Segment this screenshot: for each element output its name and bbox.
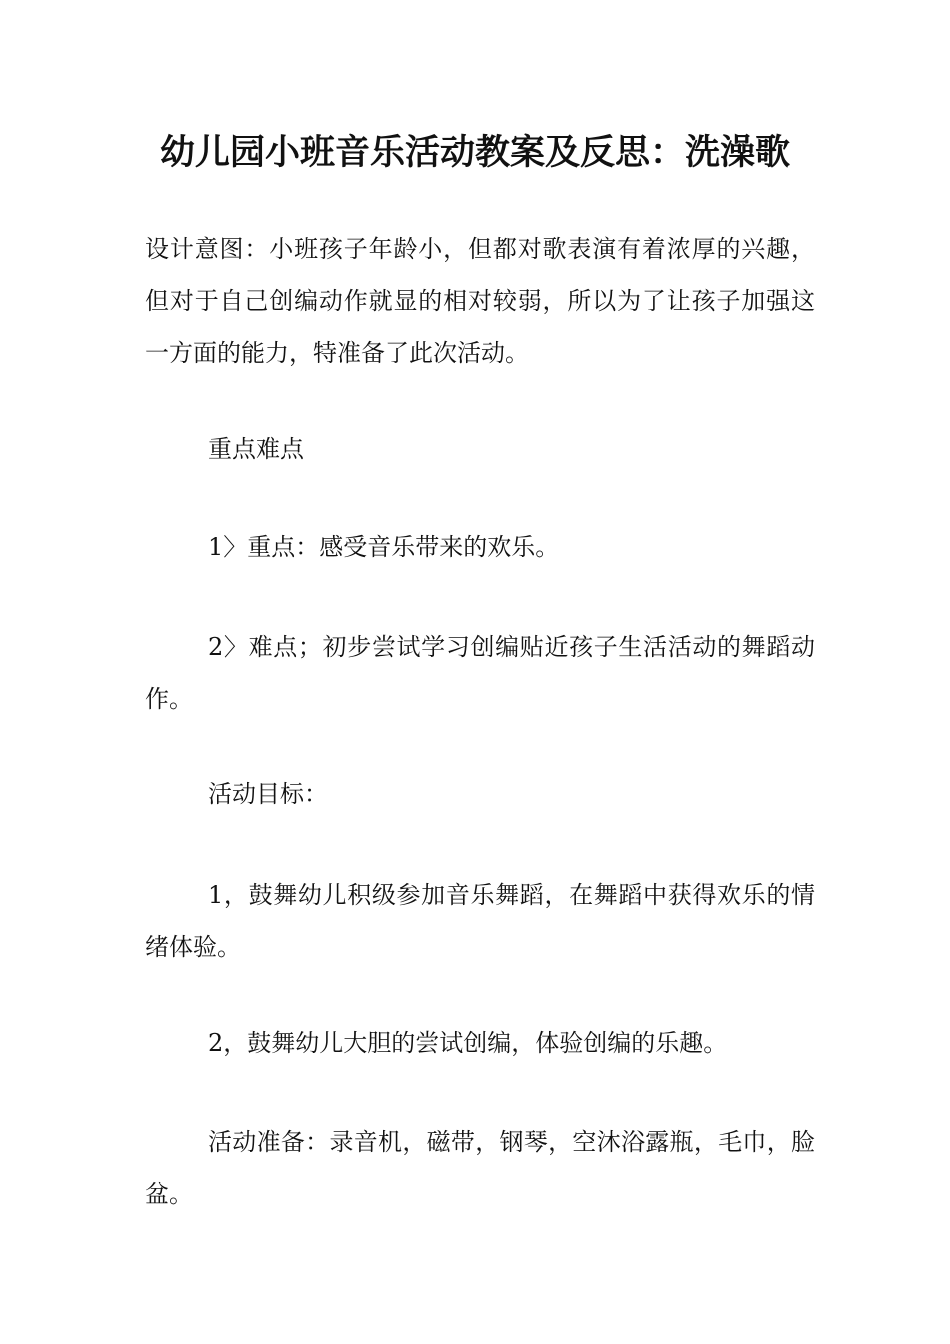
paragraph-goals-heading: 活动目标： bbox=[208, 780, 328, 808]
paragraph-design-intent: 设计意图：小班孩子年龄小，但都对歌表演有着浓厚的兴趣，但对于自己创编动作就显的相对较弱，所以为了让孩子加强这一方面的能力，特准备了此次活动。 bbox=[145, 235, 815, 367]
paragraph-key-point: 1〉重点：感受音乐带来的欢乐。 bbox=[208, 533, 560, 561]
document-title: 幼儿园小班音乐活动教案及反思：洗澡歌 bbox=[159, 133, 790, 173]
paragraph-goal-2: 2，鼓舞幼儿大胆的尝试创编，体验创编的乐趣。 bbox=[208, 1029, 728, 1057]
paragraph-difficulty: 2〉难点；初步尝试学习创编贴近孩子生活活动的舞蹈动作。 bbox=[145, 633, 815, 713]
paragraph-goal-1: 1，鼓舞幼儿积级参加音乐舞蹈，在舞蹈中获得欢乐的情绪体验。 bbox=[145, 881, 815, 961]
paragraph-key-difficulty-heading: 重点难点 bbox=[208, 435, 304, 463]
paragraph-preparation: 活动准备：录音机，磁带，钢琴，空沐浴露瓶，毛巾，脸盆。 bbox=[145, 1128, 815, 1208]
